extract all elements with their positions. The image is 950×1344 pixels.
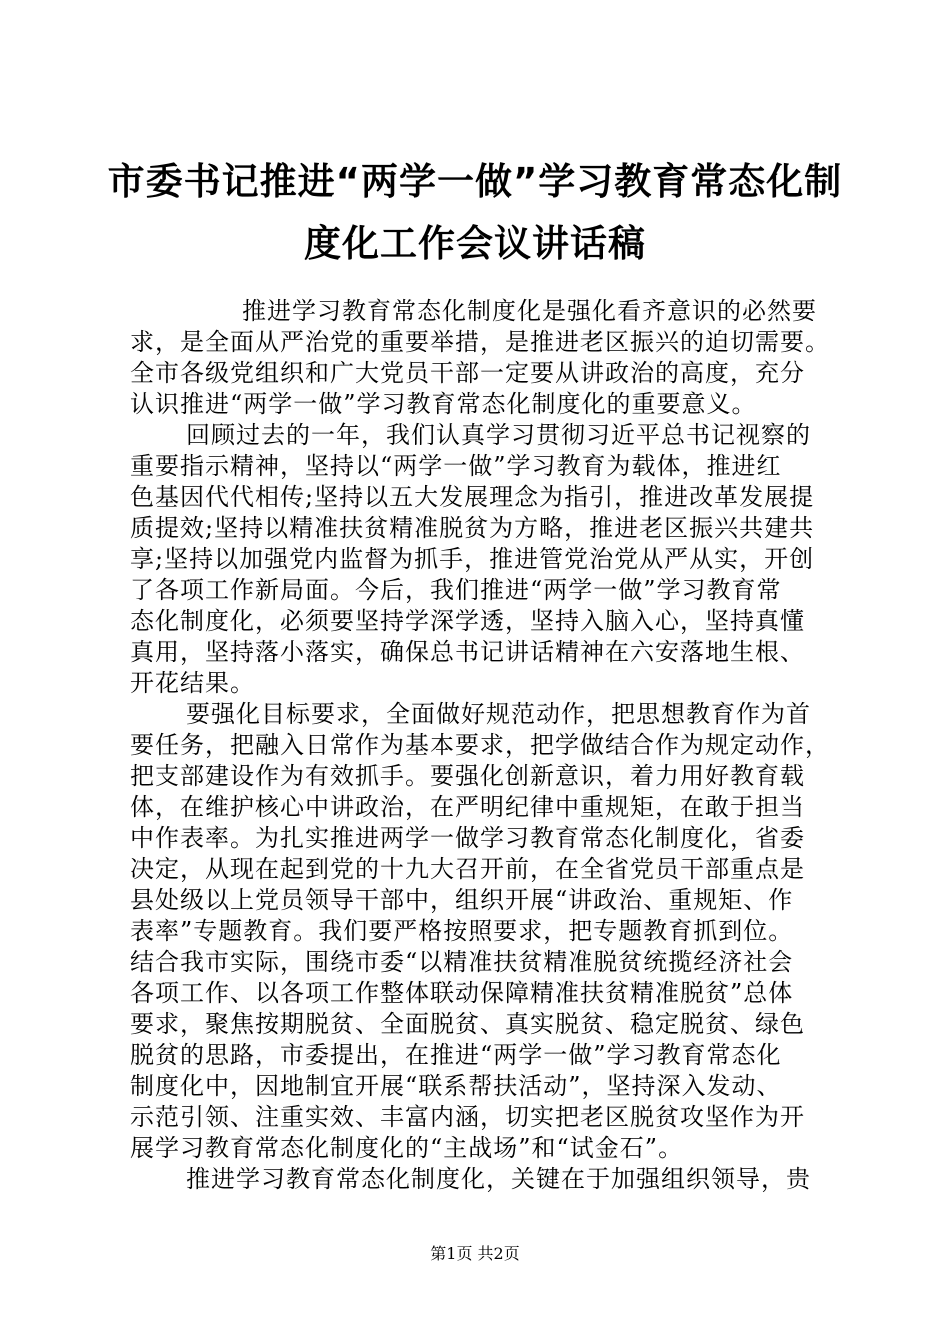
paragraph-3-line-15: 展学习教育常态化制度化的“主战场”和“试金石”。 [130, 1134, 684, 1162]
paragraph-3-line-7: 县处级以上党员领导干部中，组织开展“讲政治、重规矩、作 [130, 886, 794, 914]
document-title-line-2: 度化工作会议讲话稿 [304, 222, 646, 265]
paragraph-1-line-1: 推进学习教育常态化制度化是强化看齐意识的必然要 [242, 297, 817, 325]
paragraph-1-line-4: 认识推进“两学一做”学习教育常态化制度化的重要意义。 [130, 390, 757, 418]
paragraph-2-line-9: 开花结果。 [130, 669, 255, 697]
paragraph-3-line-4: 体，在维护核心中讲政治，在严明纪律中重规矩，在敢于担当 [130, 793, 805, 821]
paragraph-1-line-3: 全市各级党组织和广大党员干部一定要从讲政治的高度，充分 [130, 359, 805, 387]
document-body [130, 296, 830, 1195]
paragraph-2-line-5: 享;坚持以加强党内监督为抓手，推进管党治党从严从实，开创 [130, 545, 815, 573]
paragraph-2-line-3: 色基因代代相传;坚持以五大发展理念为指引，推进改革发展提 [130, 483, 815, 511]
document-title-line-1: 市委书记推进“两学一做”学习教育常态化制 [107, 160, 843, 203]
paragraph-2-line-2: 重要指示精神，坚持以“两学一做”学习教育为载体，推进红 [130, 452, 782, 480]
paragraph-2-line-8: 真用，坚持落小落实，确保总书记讲话精神在六安落地生根、 [130, 638, 805, 666]
paragraph-3-line-6: 决定，从现在起到党的十九大召开前，在全省党员干部重点是 [130, 855, 805, 883]
paragraph-3-line-8: 表率”专题教育。我们要严格按照要求，把专题教育抓到位。 [130, 917, 794, 945]
paragraph-3-line-14: 示范引领、注重实效、丰富内涵，切实把老区脱贫攻坚作为开 [130, 1103, 805, 1131]
paragraph-3-line-1: 要强化目标要求，全面做好规范动作，把思想教育作为首 [186, 700, 811, 728]
paragraph-2-line-1: 回顾过去的一年，我们认真学习贯彻习近平总书记视察的 [186, 421, 811, 449]
page-footer: 第1页 共2页 [430, 1244, 520, 1263]
paragraph-3-line-2: 要任务，把融入日常作为基本要求，把学做结合作为规定动作， [130, 731, 830, 759]
paragraph-1-line-2: 求，是全面从严治党的重要举措，是推进老区振兴的迫切需要。 [130, 328, 830, 356]
paragraph-2-line-4: 质提效;坚持以精准扶贫精准脱贫为方略，推进老区振兴共建共 [130, 514, 815, 542]
paragraph-4-line-1: 推进学习教育常态化制度化，关键在于加强组织领导，贵 [186, 1165, 811, 1193]
paragraph-3-line-3: 把支部建设作为有效抓手。要强化创新意识，着力用好教育载 [130, 762, 805, 790]
paragraph-3-line-9: 结合我市实际，围绕市委“以精准扶贫精准脱贫统揽经济社会 [130, 948, 794, 976]
paragraph-3-line-11: 要求，聚焦按期脱贫、全面脱贫、真实脱贫、稳定脱贫、绿色 [130, 1010, 805, 1038]
paragraph-3-line-12: 脱贫的思路，市委提出，在推进“两学一做”学习教育常态化 [130, 1041, 782, 1069]
paragraph-3-line-13: 制度化中，因地制宜开展“联系帮扶活动”，坚持深入发动、 [130, 1072, 782, 1100]
paragraph-2-line-7: 态化制度化，必须要坚持学深学透，坚持入脑入心，坚持真懂 [130, 607, 805, 635]
paragraph-3-line-5: 中作表率。为扎实推进两学一做学习教育常态化制度化，省委 [130, 824, 805, 852]
paragraph-3-line-10: 各项工作、以各项工作整体联动保障精准扶贫精准脱贫”总体 [130, 979, 794, 1007]
paragraph-2-line-6: 了各项工作新局面。今后，我们推进“两学一做”学习教育常 [130, 576, 782, 604]
